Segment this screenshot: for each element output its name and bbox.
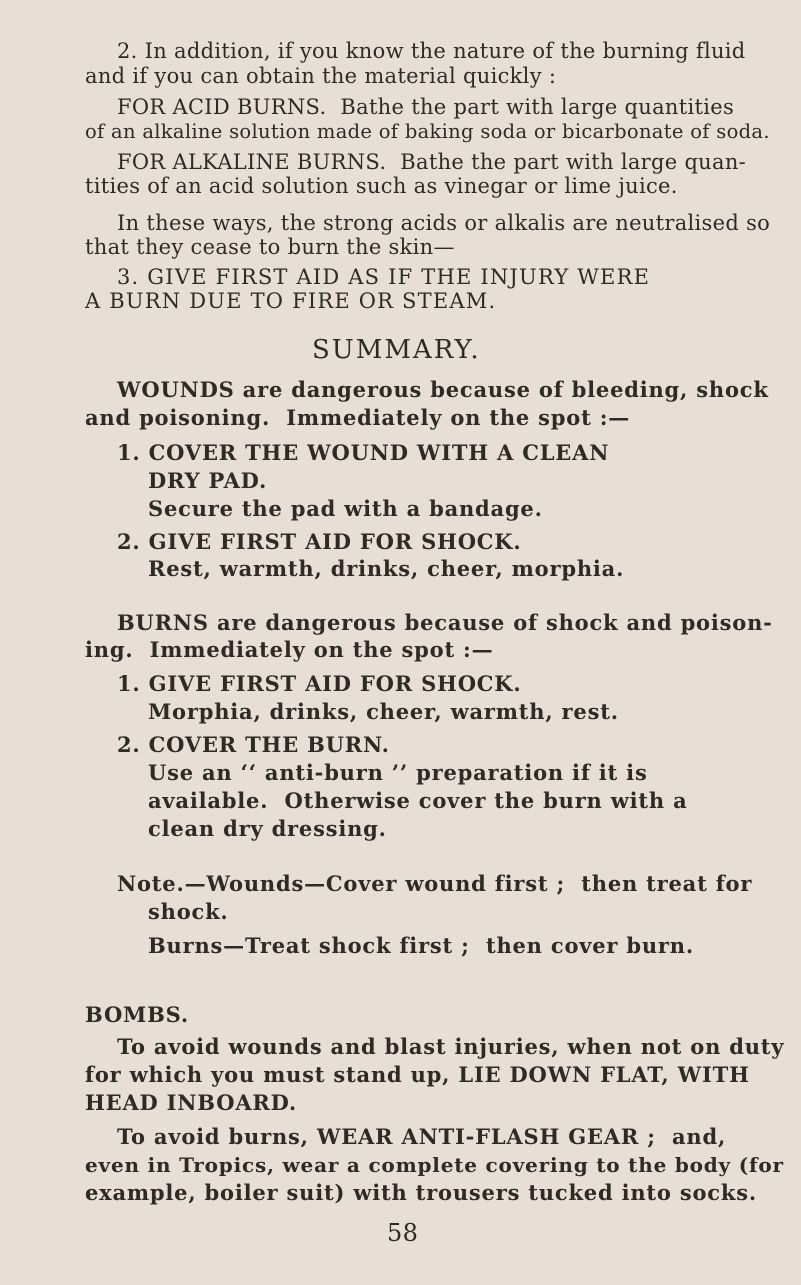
text: Rest, warmth, drinks, cheer, morphia. bbox=[148, 556, 625, 581]
text: for which you must stand up, LIE DOWN FLAT, WITH bbox=[85, 1062, 750, 1087]
wounds-line-2 bbox=[85, 404, 630, 432]
burns-item-2-line-1 bbox=[117, 731, 390, 759]
text: 58 bbox=[387, 1219, 419, 1247]
text: To avoid burns, WEAR ANTI-FLASH GEAR ; and, bbox=[117, 1124, 727, 1149]
text: FOR ACID BURNS. Bathe the part with large quantities bbox=[117, 95, 735, 119]
text: BURNS are dangerous because of shock and poison- bbox=[117, 610, 773, 635]
text: A BURN DUE TO FIRE OR STEAM. bbox=[85, 289, 497, 313]
wounds-item-1-line-1 bbox=[117, 439, 609, 467]
bombs-para-2-line-2 bbox=[85, 1151, 784, 1179]
text: shock. bbox=[148, 899, 229, 924]
acid-burns-line-1 bbox=[117, 93, 734, 121]
bombs-para-1-line-2 bbox=[85, 1061, 750, 1089]
wounds-line-1 bbox=[117, 376, 769, 404]
note-line-3 bbox=[148, 932, 694, 960]
text: and if you can obtain the material quickly : bbox=[85, 64, 557, 88]
summary-heading bbox=[312, 336, 481, 364]
text: BOMBS. bbox=[85, 1002, 189, 1027]
text: Use an ‘‘ anti-burn ’’ preparation if it is bbox=[148, 760, 648, 785]
text: of an alkaline solution made of baking soda or bicarbonate of soda. bbox=[85, 120, 770, 143]
text: 1. GIVE FIRST AID FOR SHOCK. bbox=[117, 671, 522, 696]
acid-burns-line-2 bbox=[85, 118, 770, 146]
text: 2. In addition, if you know the nature of the burning fluid bbox=[117, 39, 746, 63]
text: 2. GIVE FIRST AID FOR SHOCK. bbox=[117, 529, 522, 554]
text: 1. COVER THE WOUND WITH A CLEAN bbox=[117, 440, 610, 465]
para-3-line-2 bbox=[85, 287, 496, 315]
text: In these ways, the strong acids or alkalis are neutralised so bbox=[117, 211, 771, 235]
bombs-heading bbox=[85, 1001, 189, 1029]
text: 2. COVER THE BURN. bbox=[117, 732, 390, 757]
text: Morphia, drinks, cheer, warmth, rest. bbox=[148, 699, 619, 724]
burns-item-2-line-4 bbox=[148, 815, 387, 843]
burns-item-1-line-2 bbox=[148, 698, 619, 726]
neutralise-line-2 bbox=[85, 233, 455, 261]
text: and poisoning. Immediately on the spot :— bbox=[85, 405, 631, 430]
text: WOUNDS are dangerous because of bleeding, shock bbox=[117, 377, 769, 402]
alkaline-burns-line-2 bbox=[85, 172, 678, 200]
text: HEAD INBOARD. bbox=[85, 1090, 298, 1115]
text: example, boiler suit) with trousers tucked into socks. bbox=[85, 1180, 757, 1205]
burns-item-1-line-1 bbox=[117, 670, 521, 698]
text: Secure the pad with a bandage. bbox=[148, 496, 543, 521]
text: Burns—Treat shock first ; then cover burn. bbox=[148, 933, 694, 958]
note-line-2 bbox=[148, 898, 229, 926]
text: ing. Immediately on the spot :— bbox=[85, 637, 494, 662]
bombs-para-1-line-1 bbox=[117, 1033, 784, 1061]
bombs-para-2-line-1 bbox=[117, 1123, 726, 1151]
para-2-line-1 bbox=[117, 37, 746, 65]
wounds-item-2-line-2 bbox=[148, 555, 624, 583]
wounds-item-2-line-1 bbox=[117, 528, 521, 556]
burns-line-2 bbox=[85, 636, 493, 664]
text: clean dry dressing. bbox=[148, 816, 387, 841]
wounds-item-1-line-2 bbox=[148, 467, 267, 495]
burns-item-2-line-2 bbox=[148, 759, 648, 787]
para-2-line-2 bbox=[85, 62, 556, 90]
text: DRY PAD. bbox=[148, 468, 268, 493]
page-number bbox=[387, 1219, 418, 1247]
text: To avoid wounds and blast injuries, when not on duty bbox=[117, 1034, 785, 1059]
text: that they cease to burn the skin— bbox=[85, 235, 455, 259]
bombs-para-1-line-3 bbox=[85, 1089, 297, 1117]
burns-item-2-line-3 bbox=[148, 787, 687, 815]
text: even in Tropics, wear a complete covering to the body (for bbox=[85, 1153, 784, 1177]
text: tities of an acid solution such as vinegar or lime juice. bbox=[85, 174, 678, 198]
note-line-1 bbox=[117, 870, 752, 898]
text: Note.—Wounds—Cover wound first ; then treat for bbox=[117, 871, 753, 896]
wounds-item-1-line-3 bbox=[148, 495, 543, 523]
burns-line-1 bbox=[117, 609, 773, 637]
text: SUMMARY. bbox=[312, 335, 481, 365]
bombs-para-2-line-3 bbox=[85, 1179, 757, 1207]
text: 3. GIVE FIRST AID AS IF THE INJURY WERE bbox=[117, 265, 651, 289]
text: available. Otherwise cover the burn with a bbox=[148, 788, 688, 813]
text: FOR ALKALINE BURNS. Bathe the part with large quan- bbox=[117, 150, 747, 174]
